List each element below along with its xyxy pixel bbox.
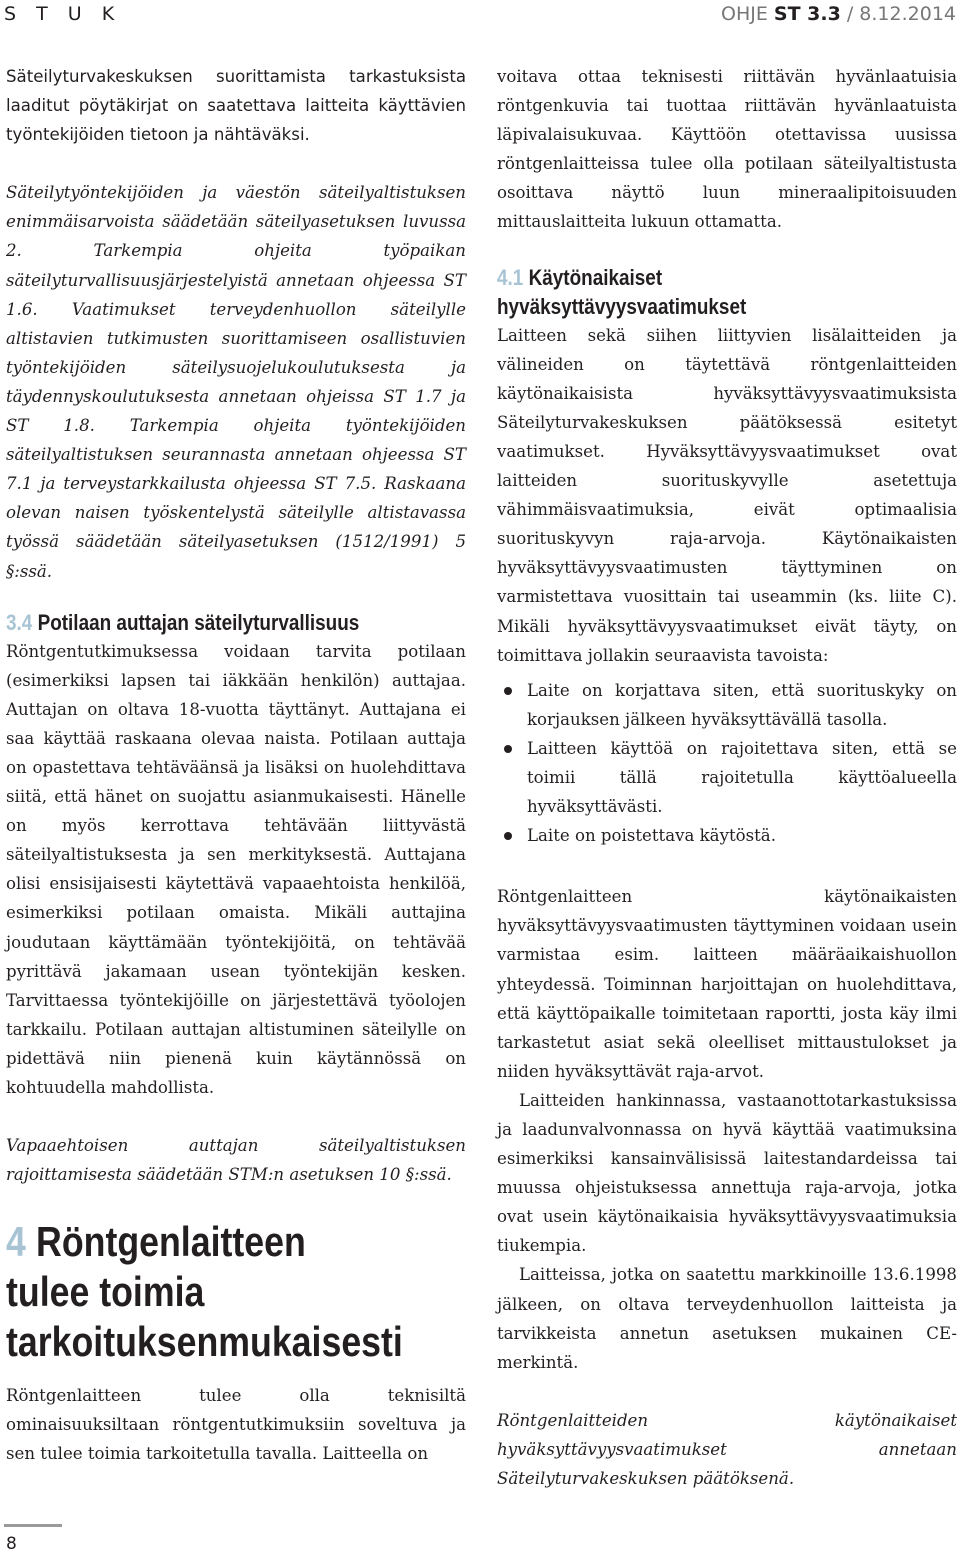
paragraph-exposure-limits: Säteilytyöntekijöiden ja väestön säteilyaltistuksen enimmäisarvoista säädetään säteilyasetuksen luvussa 2. Tarkempia ohjeita työpaikan säteilyturvallisuusjärjestelyistä annetaan ohjeessa ST 1.6. Vaatimukset terveydenhuollon säteilylle altistavien tutkimusten suorittamiseen osallistuvien työntekijöiden säteilysuojelukoulutuksesta ja täydennyskoulutuksesta annetaan ohjeissa ST 1.7 ja ST 1.8. Tarkempia ohjeita työntekijöiden säteilyaltistuksen seurannasta annetaan ohjeessa ST 7.1 ja terveystarkkailusta ohjeessa ST 7.5. Raskaana olevan naisen työskentelystä säteilylle altistavassa työssä säädetään säteilyasetuksen (1512/1991) 5 §:ssä.: [6, 183, 466, 581]
paragraph-image-quality: voitava ottaa teknisesti riittävän hyvänlaatuisia röntgenkuvia tai tuottaa riittävän hyvänlaatuista läpivalaisukuvaa. Käyttöön otettavissa uusissa röntgenlaitteissa tulee olla potilaan säteilyaltistusta osoittava näyttö luun mineraalipitoisuuden mittauslaitteita lukuun ottamatta.: [497, 67, 957, 232]
paragraph-acceptability-requirements: Laitteen sekä siihen liittyvien lisälaitteiden ja välineiden on täytettävä röntgenlaitteiden käytönaikaisista hyväksyttävyysvaatimuksista Säteilyturvakeskuksen päätöksessä esitetyt vaatimukset. Hyväksyttävyysvaatimukset ovat laitteiden suorituskyvylle asetettuja vähimmäisvaatimuksia, eivät optimaalisia suorituskyvyn raja-arvoja. Käytönaikaisten hyväksyttävyysvaatimusten täyttyminen on varmistettava vuosittain tai useammin (ks. liite C). Mikäli hyväksyttävyysvaatimukset eivät täyty, on toimittava jollakin seuraavista tavoista:: [497, 325, 957, 665]
paragraph-ce-marking: Laitteissa, jotka on saatettu markkinoille 13.6.1998 jälkeen, on oltava terveydenhuollon laitteista ja tarvikkeista annetun asetuksen mukainen CE-merkintä.: [497, 1265, 957, 1372]
list-item-text: Laite on poistettava käytöstä.: [527, 826, 776, 846]
left-column: [6, 62, 466, 1469]
section-heading-4-1: [497, 263, 893, 292]
guide-label: OHJE: [721, 3, 774, 25]
section-title-line-2: hyväksyttävyysvaatimukset: [497, 293, 747, 319]
document-code: [721, 3, 956, 25]
paragraph-volunteer-helper: Vapaaehtoisen auttajan säteilyaltistuksen rajoittamisesta säädetään STM:n asetuksen 10 §:ssä.: [6, 1136, 466, 1185]
paragraph-inspection-reports: Säteilyturvakeskuksen suorittamista tarkastuksista laaditut pöytäkirjat on saatettava laitteita käyttävien työntekijöiden tietoon ja nähtäväksi.: [6, 67, 466, 145]
right-column: [497, 62, 957, 1493]
code-separator: /: [840, 3, 860, 25]
list-item: [497, 676, 957, 734]
chapter-heading-4: [6, 1217, 403, 1367]
bullet-icon: [504, 745, 512, 753]
section-number: 3.4: [6, 609, 33, 635]
chapter-title-line-1: Röntgenlaitteen: [36, 1218, 306, 1266]
guide-date: 8.12.2014: [859, 3, 956, 25]
guide-code: ST 3.3: [773, 3, 841, 25]
paragraph-stuk-decision: Röntgenlaitteiden käytönaikaiset hyväksyttävyysvaatimukset annetaan Säteilyturvakeskuksen päätöksenä.: [497, 1410, 957, 1489]
list-item-text: Laite on korjattava siten, että suorituskyky on korjauksen jälkeen hyväksyttävällä tasolla.: [527, 680, 957, 729]
paragraph-maintenance-verification: Röntgenlaitteen käytönaikaisten hyväksyttävyysvaatimusten täyttyminen voidaan usein varmistaa esim. laitteen määräaikaishuollon yhteydessä. Toiminnan harjoittajan on huolehdittava, että käyttöpaikalle toimitetaan raportti, josta käy ilmi tarkastetut asiat sekä oleelliset mittaustulokset ja niiden hyväksyttävät raja-arvot.: [497, 887, 957, 1081]
bullet-icon: [504, 832, 512, 840]
paragraph-procurement: Laitteiden hankinnassa, vastaanottotarkastuksissa ja laadunvalvonnassa on hyvä käyttää vaatimuksina esimerkiksi kansainvälisissä laitestandardeissa tai muussa ohjeistuksessa annettuja raja-arvoja, jotka ovat usein käytönaikaisia hyväksyttävyysvaatimuksia tiukempia.: [497, 1090, 957, 1256]
page-number: 8: [6, 1534, 17, 1554]
list-item: [497, 734, 957, 821]
action-list: [497, 676, 957, 851]
chapter-title-line-3: tarkoituksenmukaisesti: [6, 1318, 403, 1366]
list-item-text: Laitteen käyttöä on rajoitettava siten, että se toimii tällä rajoitetulla käyttöalueella hyväksyttävästi.: [527, 738, 957, 817]
section-title-line-1: Käytönaikaiset: [528, 264, 663, 290]
footer-rule: [4, 1524, 62, 1527]
bullet-icon: [504, 687, 512, 695]
publisher-name: S T U K: [4, 3, 122, 25]
chapter-number: 4: [6, 1218, 26, 1266]
section-heading-3-4: [6, 608, 402, 637]
paragraph-patient-helper: Röntgentutkimuksessa voidaan tarvita potilaan (esimerkiksi lapsen tai iäkkään henkilön) auttajaa. Auttajan on oltava 18-vuotta täyttänyt. Auttajana ei saa käyttää raskaana olevaa naista. Potilaan auttaja on opastettava tehtäväänsä ja lisäksi on huolehdittava siitä, että hänet on suojattu asianmukaisesti. Hänelle on myös kerrottava tehtävään liittyvästä säteilyaltistuksesta ja sen merkityksestä. Auttajana olisi ensisijaisesti käytettävä vapaaehtoista henkilöä, esimerkiksi potilaan omaista. Mikäli auttajina joudutaan käyttämään työntekijöitä, on tehtävää pyrittävä jakamaan usean työntekijän kesken. Tarvittaessa työntekijöille on järjestettävä työolojen tarkkailu. Potilaan auttajan altistuminen säteilylle on pidettävä niin pienenä kuin käytännössä on kohtuudella mahdollista.: [6, 641, 466, 1097]
section-number: 4.1: [497, 264, 524, 290]
paragraph-device-function: Röntgenlaitteen tulee olla teknisiltä ominaisuuksiltaan röntgentutkimuksiin soveltuva ja sen tulee toimia tarkoitetulla tavalla. Laitteella on: [6, 1386, 466, 1464]
list-item: [497, 821, 957, 850]
section-title: Potilaan auttajan säteilyturvallisuus: [37, 609, 360, 635]
chapter-title-line-2: tulee toimia: [6, 1268, 205, 1316]
